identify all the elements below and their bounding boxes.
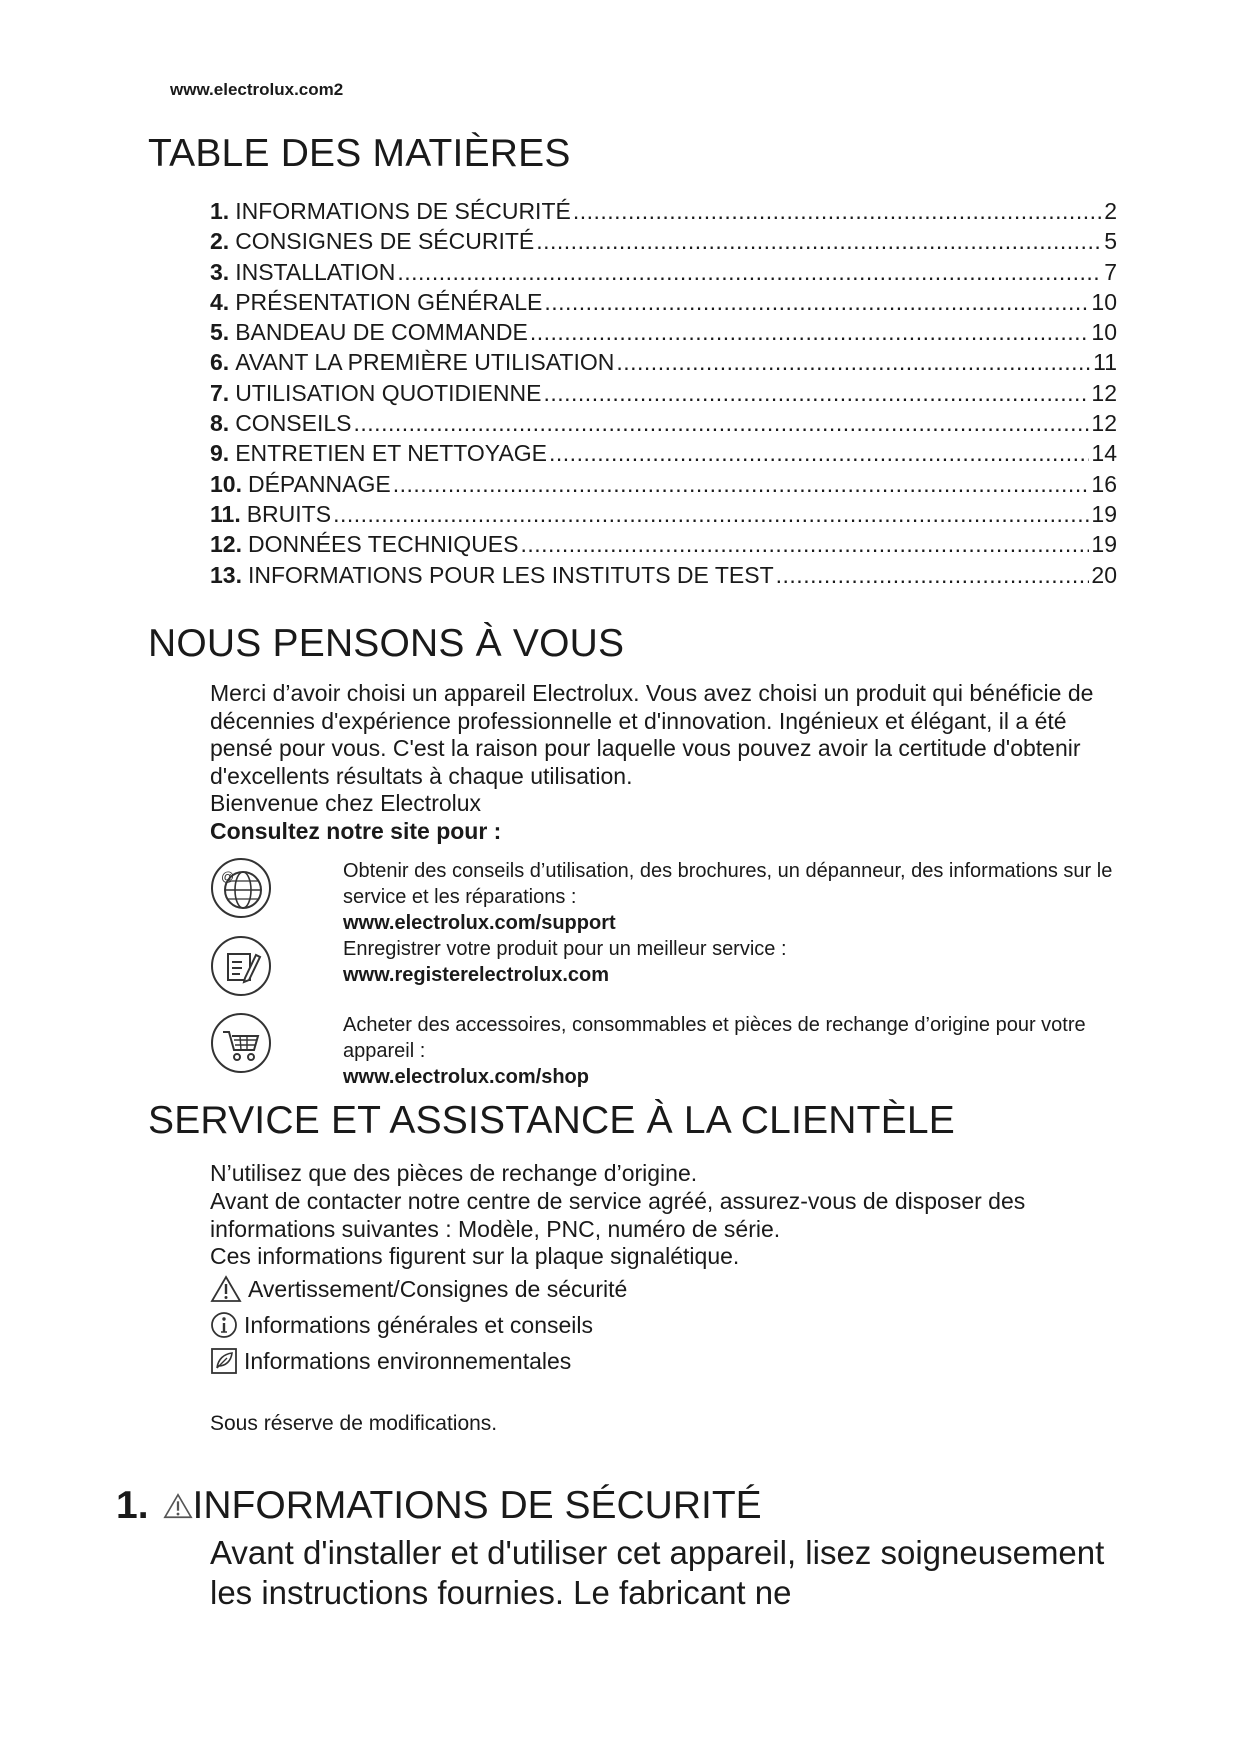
- legend-warning: [210, 1275, 627, 1303]
- toc-leader: [543, 378, 1089, 408]
- shop-url[interactable]: www.electrolux.com/shop: [343, 1066, 589, 1088]
- globe-icon: [210, 857, 272, 919]
- toc-item-label: BRUITS: [246, 500, 332, 527]
- toc-item[interactable]: [210, 226, 1117, 256]
- toc-item-label: INFORMATIONS POUR LES INSTITUTS DE TEST: [247, 561, 774, 588]
- section-1-number: 1.: [116, 1484, 149, 1527]
- toc-item-number: 4.: [210, 288, 230, 315]
- section-1-intro: Avant d'installer et d'utiliser cet appareil, lisez soigneusement les instructions fournies. Le fabricant ne: [210, 1534, 1105, 1611]
- toc-item-page: 19: [1091, 531, 1117, 558]
- toc-item[interactable]: [210, 378, 1117, 408]
- toc-item-number: 8.: [210, 410, 230, 437]
- toc-item-label: INSTALLATION: [235, 258, 396, 285]
- toc-leader: [521, 529, 1090, 559]
- toc-item[interactable]: [210, 347, 1117, 377]
- modifications-note: Sous réserve de modifications.: [210, 1412, 498, 1435]
- shop-link-block: [343, 1012, 1123, 1090]
- shop-description: Acheter des accessoires, consommables et pièces de rechange d’origine pour votre appareil :: [343, 1014, 1086, 1062]
- header-url[interactable]: www.electrolux.com2: [170, 80, 344, 99]
- toc-leader: [530, 317, 1090, 347]
- service-title: SERVICE ET ASSISTANCE À LA CLIENTÈLE: [148, 1099, 956, 1142]
- legend-info-label: Informations générales et conseils: [244, 1311, 594, 1338]
- service-line-contact: Avant de contacter notre centre de service agréé, assurez-vous de disposer des informations suivantes : Modèle, PNC, numéro de série.: [210, 1188, 1026, 1242]
- svg-text:@: @: [221, 869, 235, 884]
- toc-item-page: 5: [1104, 228, 1117, 255]
- toc-item[interactable]: [210, 196, 1117, 226]
- toc-item-label: ENTRETIEN ET NETTOYAGE: [235, 440, 548, 467]
- toc-item[interactable]: [210, 287, 1117, 317]
- toc-leader: [536, 226, 1102, 256]
- register-url[interactable]: www.registerelectrolux.com: [343, 964, 610, 986]
- toc-item[interactable]: [210, 438, 1117, 468]
- legend-environment: [210, 1347, 571, 1375]
- toc-item-page: 20: [1091, 561, 1117, 588]
- toc-item-label: PRÉSENTATION GÉNÉRALE: [235, 288, 543, 315]
- toc-item-number: 1.: [210, 198, 230, 224]
- toc-leader: [549, 438, 1089, 468]
- toc-item[interactable]: [210, 317, 1117, 347]
- toc-item-page: 16: [1091, 470, 1117, 497]
- toc-item-label: AVANT LA PREMIÈRE UTILISATION: [235, 349, 615, 376]
- warning-icon: [163, 1492, 193, 1520]
- toc-item-number: 11.: [210, 500, 241, 527]
- toc-item-number: 2.: [210, 228, 230, 255]
- service-line-parts: N’utilisez que des pièces de rechange d’origine.: [210, 1160, 698, 1186]
- toc-item-number: 9.: [210, 440, 230, 467]
- toc-item-page: 2: [1104, 198, 1117, 224]
- toc-item-label: CONSIGNES DE SÉCURITÉ: [235, 228, 535, 255]
- toc-leader: [776, 560, 1090, 590]
- thinking-paragraph: Merci d’avoir choisi un appareil Electrolux. Vous avez choisi un produit qui bénéficie de décennies d'expérience professionnelle et d'innovation. Ingénieux et élégant, il a été pensé pour vous. C'est la raison pour laquelle vous pouvez avoir la certitude d'obtenir d'excellents résultats à chaque utilisation.: [210, 680, 1094, 789]
- toc-item-page: 12: [1091, 379, 1117, 406]
- toc-item-page: 10: [1091, 288, 1117, 315]
- toc-item-label: DÉPANNAGE: [247, 470, 391, 497]
- toc-item-label: DONNÉES TECHNIQUES: [247, 531, 519, 558]
- support-link-block: [343, 858, 1123, 936]
- support-description: Obtenir des conseils d’utilisation, des brochures, un dépanneur, des informations sur le service et les réparations :: [343, 860, 1113, 908]
- thinking-title: NOUS PENSONS À VOUS: [148, 622, 625, 665]
- section-1-heading: [116, 1484, 762, 1528]
- toc-item[interactable]: [210, 469, 1117, 499]
- warning-icon: [210, 1275, 242, 1303]
- consult-label: Consultez notre site pour :: [210, 818, 502, 844]
- toc-leader: [573, 196, 1102, 226]
- toc-item-number: 6.: [210, 349, 230, 376]
- welcome-text: Bienvenue chez Electrolux: [210, 790, 482, 816]
- toc-item-number: 13.: [210, 561, 242, 588]
- register-link-block: [343, 936, 1123, 988]
- toc-item-label: CONSEILS: [235, 410, 352, 437]
- toc-item-page: 19: [1091, 500, 1117, 527]
- toc-leader: [397, 257, 1102, 287]
- toc-item-number: 12.: [210, 531, 242, 558]
- toc-leader: [393, 469, 1090, 499]
- toc-item-page: 11: [1093, 349, 1117, 376]
- info-icon: [210, 1311, 238, 1339]
- toc-item-label: UTILISATION QUOTIDIENNE: [235, 379, 542, 406]
- register-icon: [210, 935, 272, 997]
- toc-item-page: 14: [1091, 440, 1117, 467]
- legend-info: [210, 1311, 593, 1339]
- toc-leader: [333, 499, 1089, 529]
- toc-item-page: 7: [1104, 258, 1117, 285]
- toc-item-page: 10: [1091, 319, 1117, 346]
- toc-leader: [544, 287, 1089, 317]
- table-of-contents: [210, 196, 1117, 590]
- toc-item[interactable]: [210, 529, 1117, 559]
- toc-item-label: BANDEAU DE COMMANDE: [235, 319, 528, 346]
- cart-icon: [210, 1012, 272, 1074]
- service-line-plate: Ces informations figurent sur la plaque signalétique.: [210, 1243, 740, 1269]
- toc-item-page: 12: [1091, 410, 1117, 437]
- toc-item-number: 5.: [210, 319, 230, 346]
- legend-warning-label: Avertissement/Consignes de sécurité: [248, 1275, 628, 1302]
- support-url[interactable]: www.electrolux.com/support: [343, 912, 616, 934]
- toc-leader: [616, 347, 1091, 377]
- toc-item-number: 7.: [210, 379, 230, 406]
- legend-environment-label: Informations environnementales: [244, 1347, 572, 1374]
- register-description: Enregistrer votre produit pour un meilleur service :: [343, 938, 787, 960]
- toc-item-number: 3.: [210, 258, 230, 285]
- toc-item-label: INFORMATIONS DE SÉCURITÉ: [235, 198, 571, 224]
- toc-title: TABLE DES MATIÈRES: [148, 132, 571, 175]
- toc-item[interactable]: [210, 408, 1117, 438]
- section-1-title: INFORMATIONS DE SÉCURITÉ: [192, 1484, 762, 1527]
- toc-item[interactable]: [210, 499, 1117, 529]
- toc-item-number: 10.: [210, 470, 242, 497]
- toc-leader: [354, 408, 1090, 438]
- toc-item[interactable]: [210, 560, 1117, 590]
- environment-icon: [210, 1347, 238, 1375]
- toc-item[interactable]: [210, 257, 1117, 287]
